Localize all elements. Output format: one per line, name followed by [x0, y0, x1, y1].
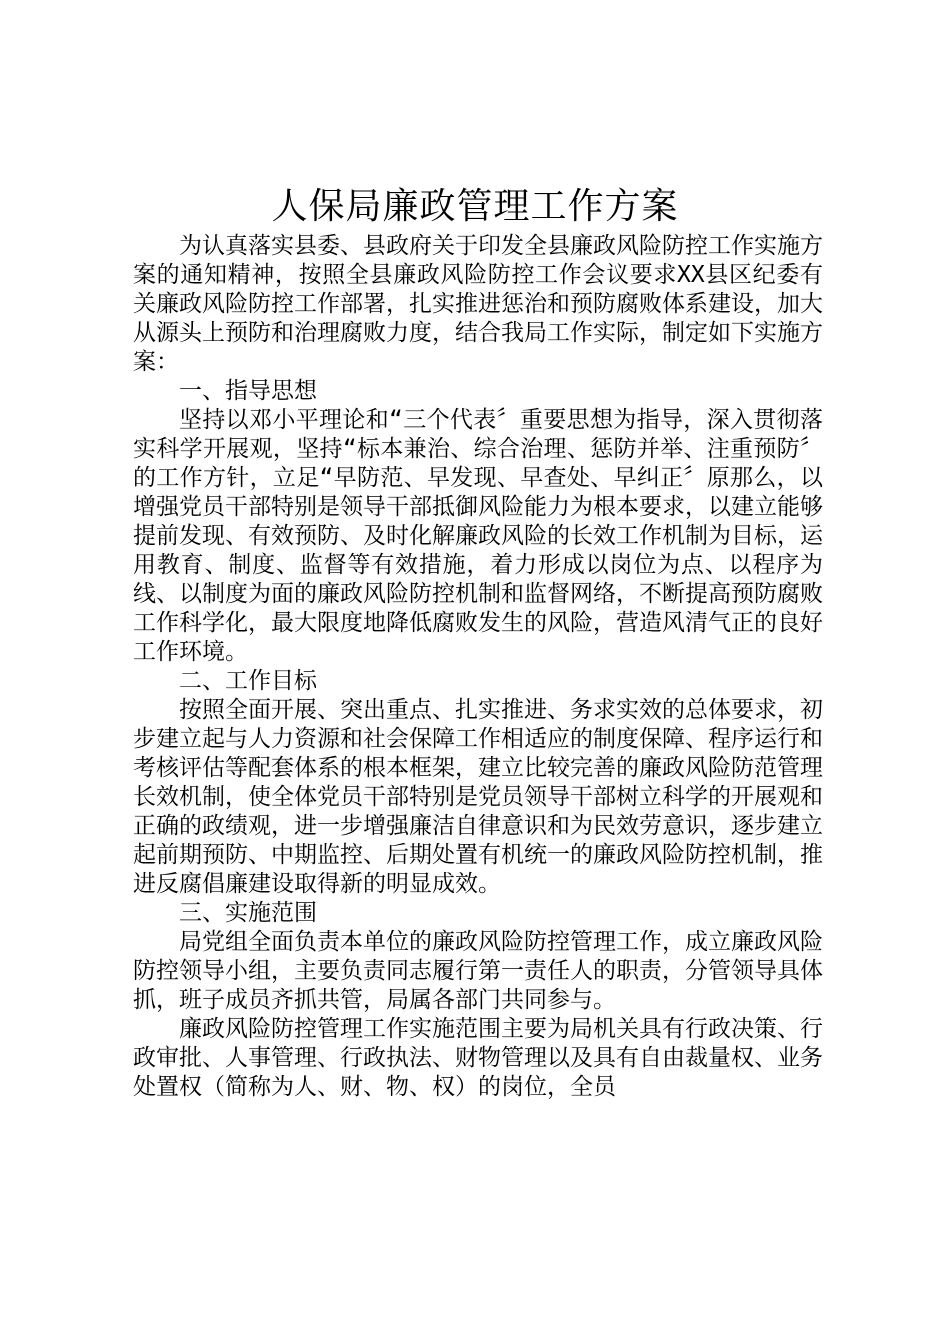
section-heading-work-goals: 二、工作目标 [179, 668, 317, 694]
intro-paragraph: 为认真落实县委、县政府关于印发全县廉政风险防控工作实施方案的通知精神，按照全县廉政风险防控工作会议要求XX县区纪委有关廉政风险防控工作部署，扎实推进惩治和预防腐败体系建设，加大从源头上预防和治理腐败力度，结合我局工作实际，制定如下实施方案： [133, 233, 823, 375]
guiding-ideology-paragraph: 坚持以邓小平理论和“三个代表〞重要思想为指导，深入贯彻落实科学开展观，坚持“标本兼治、综合治理、惩防并举、注重预防〞的工作方针，立足“早防范、早发现、早查处、早纠正〞原那么，以增强党员干部特别是领导干部抵御风险能力为根本要求，以建立能够提前发现、有效预防、及时化解廉政风险的长效工作机制为目标，运用教育、制度、监督等有效措施，着力形成以岗位为点、以程序为线、以制度为面的廉政风险防控机制和监督网络，不断提高预防腐败工作科学化，最大限度地降低腐败发生的风险，营造风清气正的良好工作环境。 [133, 407, 823, 665]
section-heading-guiding-ideology: 一、指导思想 [179, 378, 317, 404]
scope-paragraph-2: 廉政风险防控管理工作实施范围主要为局机关具有行政决策、行政审批、人事管理、行政执法、财物管理以及具有自由裁量权、业务处置权（简称为人、财、物、权）的岗位，全员 [133, 1016, 823, 1100]
document-body [133, 232, 823, 1102]
document-title: 人保局廉政管理工作方案 [271, 186, 679, 227]
section-heading-scope: 三、实施范围 [179, 900, 317, 926]
scope-paragraph-1: 局党组全面负责本单位的廉政风险防控管理工作，成立廉政风险防控领导小组，主要负责同志履行第一责任人的职责，分管领导具体抓，班子成员齐抓共管，局属各部门共同参与。 [133, 929, 823, 1013]
work-goals-paragraph: 按照全面开展、突出重点、扎实推进、务求实效的总体要求，初步建立起与人力资源和社会保障工作相适应的制度保障、程序运行和考核评估等配套体系的根本框架，建立比较完善的廉政风险防范管理长效机制，使全体党员干部特别是党员领导干部树立科学的开展观和正确的政绩观，进一步增强廉洁自律意识和为民效劳意识，逐步建立起前期预防、中期监控、后期处置有机统一的廉政风险防控机制，推进反腐倡廉建设取得新的明显成效。 [133, 697, 823, 897]
